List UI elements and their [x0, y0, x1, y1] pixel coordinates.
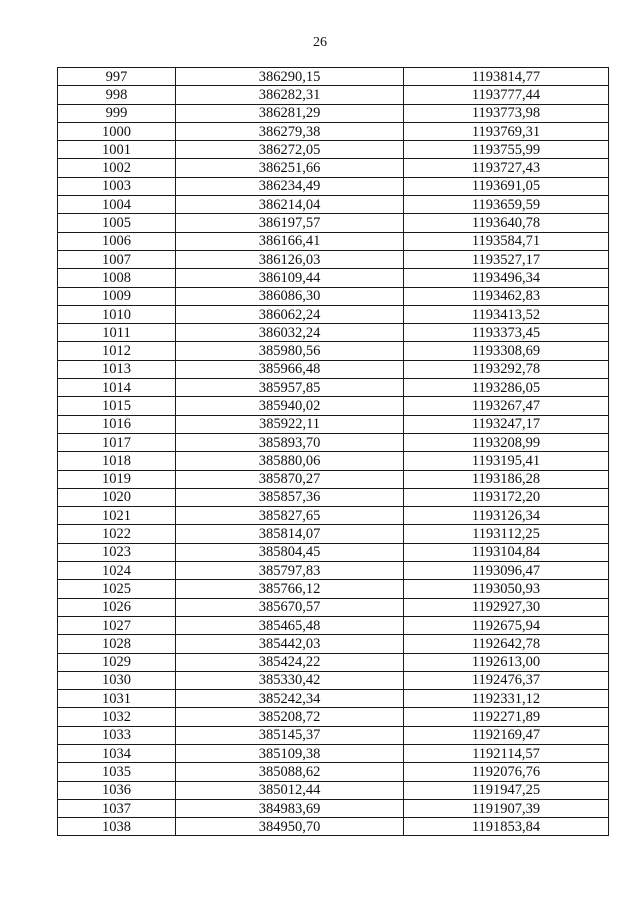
point-number-cell: 1033: [58, 726, 176, 744]
point-number-cell: 1020: [58, 488, 176, 506]
y-coordinate-cell: 1193814,77: [404, 68, 609, 86]
x-coordinate-cell: 385966,48: [176, 360, 404, 378]
y-coordinate-cell: 1193584,71: [404, 232, 609, 250]
point-number-cell: 997: [58, 68, 176, 86]
table-row: [58, 68, 609, 86]
x-coordinate-cell: 385424,22: [176, 653, 404, 671]
x-coordinate-cell: 385242,34: [176, 690, 404, 708]
point-number-cell: 1036: [58, 781, 176, 799]
x-coordinate-cell: 386251,66: [176, 159, 404, 177]
point-number-cell: 1027: [58, 616, 176, 634]
y-coordinate-cell: 1193727,43: [404, 159, 609, 177]
point-number-cell: 1030: [58, 671, 176, 689]
table-row: [58, 799, 609, 817]
table-row: [58, 250, 609, 268]
table-row: [58, 397, 609, 415]
y-coordinate-cell: 1193640,78: [404, 214, 609, 232]
point-number-cell: 1018: [58, 452, 176, 470]
x-coordinate-cell: 385922,11: [176, 415, 404, 433]
y-coordinate-cell: 1193267,47: [404, 397, 609, 415]
point-number-cell: 1011: [58, 324, 176, 342]
point-number-cell: 1013: [58, 360, 176, 378]
point-number-cell: 1014: [58, 379, 176, 397]
table-row: [58, 86, 609, 104]
y-coordinate-cell: 1193308,69: [404, 342, 609, 360]
point-number-cell: 1017: [58, 433, 176, 451]
y-coordinate-cell: 1193096,47: [404, 562, 609, 580]
x-coordinate-cell: 386281,29: [176, 104, 404, 122]
table-row: [58, 598, 609, 616]
point-number-cell: 1032: [58, 708, 176, 726]
y-coordinate-cell: 1192675,94: [404, 616, 609, 634]
x-coordinate-cell: 385980,56: [176, 342, 404, 360]
point-number-cell: 1006: [58, 232, 176, 250]
y-coordinate-cell: 1191853,84: [404, 818, 609, 836]
y-coordinate-cell: 1193195,41: [404, 452, 609, 470]
table-row: [58, 415, 609, 433]
y-coordinate-cell: 1193496,34: [404, 269, 609, 287]
y-coordinate-cell: 1193208,99: [404, 433, 609, 451]
x-coordinate-cell: 386197,57: [176, 214, 404, 232]
y-coordinate-cell: 1192476,37: [404, 671, 609, 689]
table-row: [58, 269, 609, 287]
x-coordinate-cell: 386166,41: [176, 232, 404, 250]
point-number-cell: 1023: [58, 543, 176, 561]
table-row: [58, 763, 609, 781]
table-row: [58, 470, 609, 488]
y-coordinate-cell: 1193373,45: [404, 324, 609, 342]
table-row: [58, 616, 609, 634]
y-coordinate-cell: 1191947,25: [404, 781, 609, 799]
point-number-cell: 1003: [58, 177, 176, 195]
y-coordinate-cell: 1192613,00: [404, 653, 609, 671]
point-number-cell: 1021: [58, 507, 176, 525]
point-number-cell: 1029: [58, 653, 176, 671]
table-row: [58, 653, 609, 671]
point-number-cell: 1024: [58, 562, 176, 580]
table-row: [58, 452, 609, 470]
point-number-cell: 998: [58, 86, 176, 104]
y-coordinate-cell: 1192331,12: [404, 690, 609, 708]
x-coordinate-cell: 385145,37: [176, 726, 404, 744]
point-number-cell: 1007: [58, 250, 176, 268]
x-coordinate-cell: 385670,57: [176, 598, 404, 616]
x-coordinate-cell: 386282,31: [176, 86, 404, 104]
table-row: [58, 433, 609, 451]
y-coordinate-cell: 1193462,83: [404, 287, 609, 305]
x-coordinate-cell: 385857,36: [176, 488, 404, 506]
x-coordinate-cell: 386109,44: [176, 269, 404, 287]
page-number: 26: [313, 35, 327, 50]
point-number-cell: 1035: [58, 763, 176, 781]
point-number-cell: 1009: [58, 287, 176, 305]
point-number-cell: 1034: [58, 744, 176, 762]
table-row: [58, 726, 609, 744]
table-row: [58, 671, 609, 689]
point-number-cell: 1026: [58, 598, 176, 616]
y-coordinate-cell: 1193777,44: [404, 86, 609, 104]
point-number-cell: 1025: [58, 580, 176, 598]
point-number-cell: 999: [58, 104, 176, 122]
y-coordinate-cell: 1193050,93: [404, 580, 609, 598]
point-number-cell: 1004: [58, 196, 176, 214]
point-number-cell: 1010: [58, 305, 176, 323]
x-coordinate-cell: 386214,04: [176, 196, 404, 214]
table-row: [58, 543, 609, 561]
point-number-cell: 1016: [58, 415, 176, 433]
x-coordinate-cell: 385442,03: [176, 635, 404, 653]
point-number-cell: 1038: [58, 818, 176, 836]
x-coordinate-cell: 385804,45: [176, 543, 404, 561]
x-coordinate-cell: 384950,70: [176, 818, 404, 836]
x-coordinate-cell: 385109,38: [176, 744, 404, 762]
x-coordinate-cell: 385465,48: [176, 616, 404, 634]
y-coordinate-cell: 1192642,78: [404, 635, 609, 653]
table-row: [58, 744, 609, 762]
point-number-cell: 1002: [58, 159, 176, 177]
y-coordinate-cell: 1193769,31: [404, 122, 609, 140]
table-row: [58, 177, 609, 195]
y-coordinate-cell: 1192271,89: [404, 708, 609, 726]
x-coordinate-cell: 386234,49: [176, 177, 404, 195]
table-row: [58, 104, 609, 122]
table-row: [58, 324, 609, 342]
y-coordinate-cell: 1193126,34: [404, 507, 609, 525]
x-coordinate-cell: 384983,69: [176, 799, 404, 817]
y-coordinate-cell: 1193413,52: [404, 305, 609, 323]
table-row: [58, 635, 609, 653]
y-coordinate-cell: 1191907,39: [404, 799, 609, 817]
table-row: [58, 342, 609, 360]
table-row: [58, 580, 609, 598]
table-row: [58, 360, 609, 378]
y-coordinate-cell: 1193172,20: [404, 488, 609, 506]
y-coordinate-cell: 1192114,57: [404, 744, 609, 762]
y-coordinate-cell: 1193104,84: [404, 543, 609, 561]
x-coordinate-cell: 385330,42: [176, 671, 404, 689]
x-coordinate-cell: 385208,72: [176, 708, 404, 726]
point-number-cell: 1000: [58, 122, 176, 140]
y-coordinate-cell: 1192169,47: [404, 726, 609, 744]
point-number-cell: 1028: [58, 635, 176, 653]
point-number-cell: 1031: [58, 690, 176, 708]
table-row: [58, 122, 609, 140]
table-row: [58, 488, 609, 506]
y-coordinate-cell: 1193527,17: [404, 250, 609, 268]
table-row: [58, 214, 609, 232]
point-number-cell: 1015: [58, 397, 176, 415]
x-coordinate-cell: 385940,02: [176, 397, 404, 415]
table-row: [58, 287, 609, 305]
y-coordinate-cell: 1193659,59: [404, 196, 609, 214]
x-coordinate-cell: 386062,24: [176, 305, 404, 323]
x-coordinate-cell: 386272,05: [176, 141, 404, 159]
table-row: [58, 305, 609, 323]
table-row: [58, 507, 609, 525]
x-coordinate-cell: 385827,65: [176, 507, 404, 525]
table-row: [58, 690, 609, 708]
x-coordinate-cell: 386086,30: [176, 287, 404, 305]
point-number-cell: 1019: [58, 470, 176, 488]
x-coordinate-cell: 385766,12: [176, 580, 404, 598]
point-number-cell: 1005: [58, 214, 176, 232]
x-coordinate-cell: 385870,27: [176, 470, 404, 488]
table-row: [58, 818, 609, 836]
x-coordinate-cell: 385880,06: [176, 452, 404, 470]
x-coordinate-cell: 385088,62: [176, 763, 404, 781]
x-coordinate-cell: 385797,83: [176, 562, 404, 580]
table-row: [58, 708, 609, 726]
coordinates-table: [57, 67, 609, 836]
x-coordinate-cell: 385012,44: [176, 781, 404, 799]
x-coordinate-cell: 385893,70: [176, 433, 404, 451]
x-coordinate-cell: 386032,24: [176, 324, 404, 342]
point-number-cell: 1037: [58, 799, 176, 817]
y-coordinate-cell: 1193112,25: [404, 525, 609, 543]
table-row: [58, 781, 609, 799]
y-coordinate-cell: 1193773,98: [404, 104, 609, 122]
table-row: [58, 379, 609, 397]
table-row: [58, 141, 609, 159]
table-row: [58, 232, 609, 250]
y-coordinate-cell: 1192076,76: [404, 763, 609, 781]
point-number-cell: 1022: [58, 525, 176, 543]
point-number-cell: 1012: [58, 342, 176, 360]
point-number-cell: 1001: [58, 141, 176, 159]
x-coordinate-cell: 386279,38: [176, 122, 404, 140]
table-row: [58, 196, 609, 214]
y-coordinate-cell: 1193286,05: [404, 379, 609, 397]
table-row: [58, 525, 609, 543]
y-coordinate-cell: 1193755,99: [404, 141, 609, 159]
table-row: [58, 159, 609, 177]
coordinates-table-body: [58, 68, 609, 836]
y-coordinate-cell: 1193691,05: [404, 177, 609, 195]
point-number-cell: 1008: [58, 269, 176, 287]
y-coordinate-cell: 1193186,28: [404, 470, 609, 488]
x-coordinate-cell: 386126,03: [176, 250, 404, 268]
y-coordinate-cell: 1193292,78: [404, 360, 609, 378]
y-coordinate-cell: 1192927,30: [404, 598, 609, 616]
x-coordinate-cell: 385814,07: [176, 525, 404, 543]
table-row: [58, 562, 609, 580]
x-coordinate-cell: 385957,85: [176, 379, 404, 397]
y-coordinate-cell: 1193247,17: [404, 415, 609, 433]
x-coordinate-cell: 386290,15: [176, 68, 404, 86]
